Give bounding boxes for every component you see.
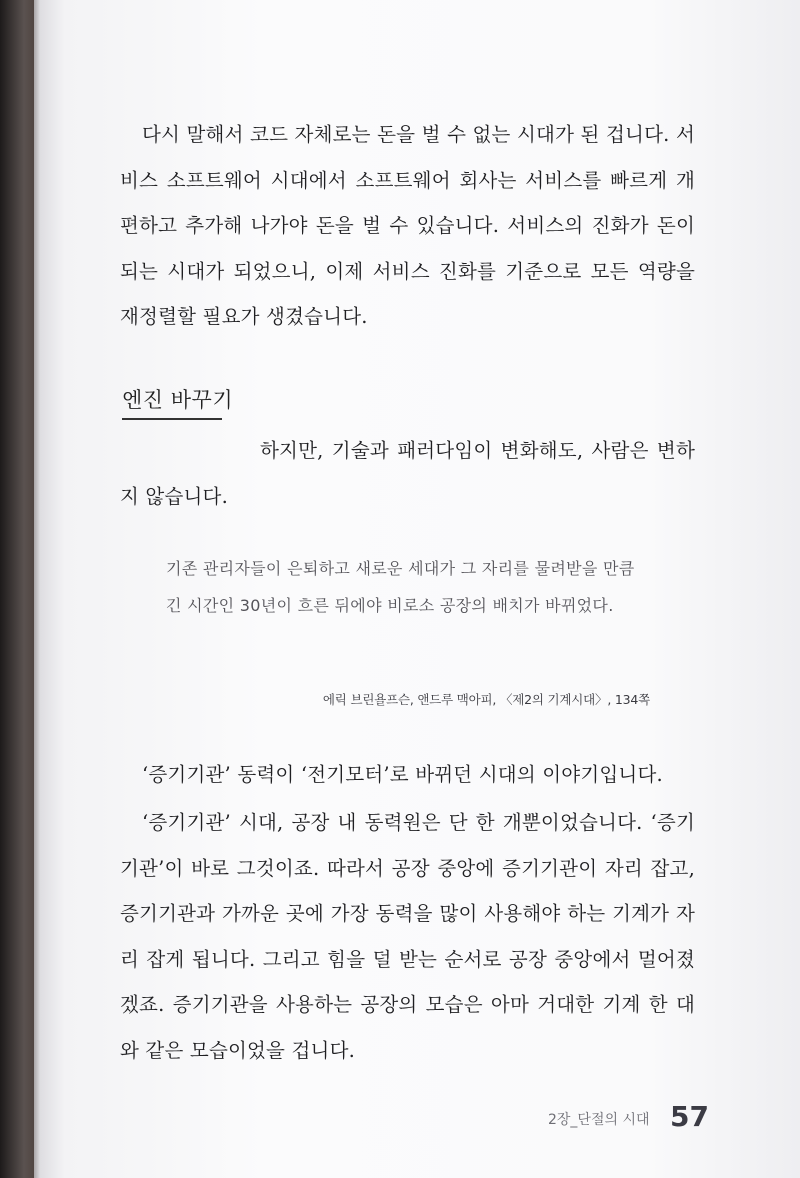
block-quote: 기존 관리자들이 은퇴하고 새로운 세대가 그 자리를 물려받을 만큼 긴 시간인 30년이 흐른 뒤에야 비로소 공장의 배치가 바뀌었다. xyxy=(166,559,635,615)
paragraph-2: 하지만, 기술과 패러다임이 변화해도, 사람은 변하지 않습니다. xyxy=(120,439,695,508)
page-number: 57 xyxy=(670,1100,709,1133)
paragraph-4: ‘증기기관’ 시대, 공장 내 동력원은 단 한 개뿐이었습니다. ‘증기기관’이 바로 그것이죠. 따라서 공장 중앙에 증기기관이 자리 잡고, 증기기관과 가까운 곳에 가장 동력을 많이 사용해야 하는 기계가 자리 잡게 됩니다. 그리고 힘을 덜 받는 순서로 공장 중앙에서 멀어졌겠죠. 증기기관을 사용하는 공장의 모습은 아마 거대한 기계 한 대와 같은 모습이었을 겁니다. xyxy=(120,811,695,1062)
paragraph-3: ‘증기기관’ 동력이 ‘전기모터’로 바뀌던 시대의 이야기입니다. xyxy=(142,763,663,786)
running-footer-chapter: 2장_단절의 시대 xyxy=(548,1112,650,1128)
heading-underline xyxy=(122,418,222,420)
page-gutter-shadow xyxy=(0,0,40,1178)
section-heading: 엔진 바꾸기 xyxy=(122,388,234,412)
quote-citation: 에릭 브린욜프슨, 앤드루 맥아피, 〈제2의 기계시대〉, 134쪽 xyxy=(322,692,650,707)
paragraph-1: 다시 말해서 코드 자체로는 돈을 벌 수 없는 시대가 된 겁니다. 서비스 소프트웨어 시대에서 소프트웨어 회사는 서비스를 빠르게 개편하고 추가해 나가야 돈을 벌 수 있습니다. 서비스의 진화가 돈이 되는 시대가 되었으니, 이제 서비스 진화를 기준으로 모든 역량을 재정렬할 필요가 생겼습니다. xyxy=(120,123,695,328)
